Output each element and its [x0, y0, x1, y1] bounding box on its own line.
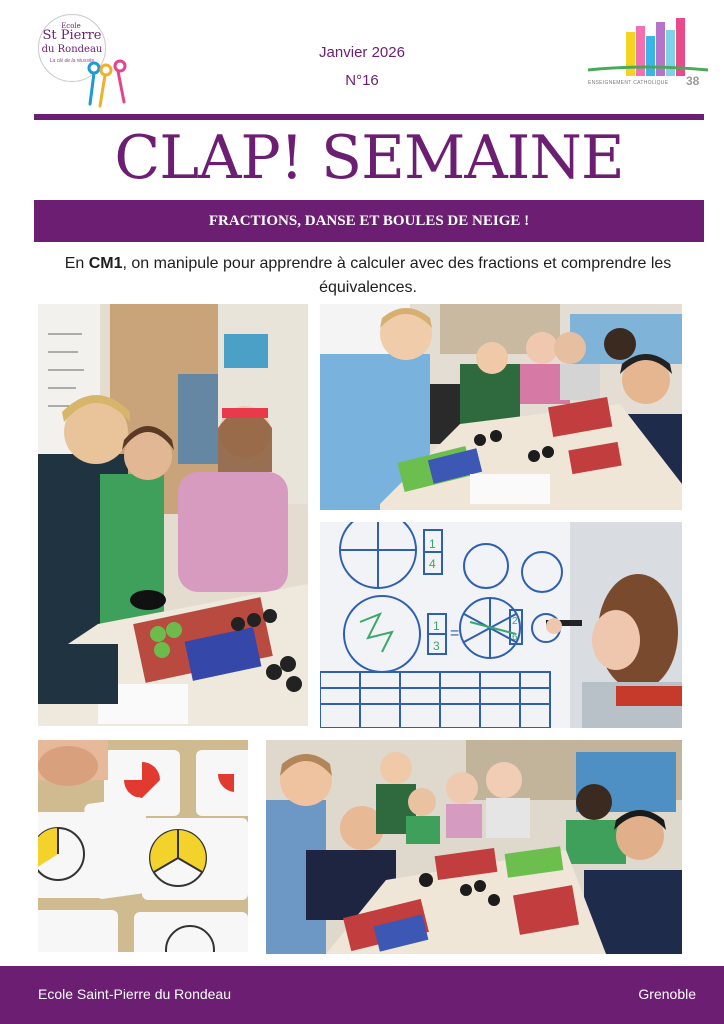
- school-logo-line3: du Rondeau: [41, 44, 103, 55]
- school-logo-line1: Ecole: [61, 22, 81, 30]
- photo-4-image: [38, 740, 248, 952]
- wb-equals: =: [450, 625, 460, 642]
- wb-frac-top-num: 1: [429, 537, 436, 551]
- section-banner: FRACTIONS, DANSE ET BOULES DE NEIGE !: [34, 200, 704, 242]
- network-logo: [584, 14, 710, 94]
- photo-3-image: [320, 522, 682, 728]
- photo-whiteboard-fractions: [320, 522, 682, 728]
- intro-text: [30, 252, 706, 300]
- school-logo-tagline: La clé de la réussite: [49, 58, 95, 64]
- school-logo-line2: St Pierre: [42, 28, 102, 43]
- school-logo-name: [40, 29, 104, 56]
- page-title: CLAP! SEMAINE: [114, 123, 624, 193]
- photo-fraction-cards: [38, 740, 248, 952]
- photo-group-tables: [320, 304, 682, 510]
- footer-bar: [0, 966, 724, 1024]
- photo-5-image: [266, 740, 682, 954]
- photo-2-image: [320, 304, 682, 510]
- intro-before: En: [64, 255, 89, 272]
- wb-frac-a-num: 1: [433, 619, 440, 633]
- title-rule-top: [34, 114, 704, 120]
- intro-highlight: CM1: [88, 255, 123, 272]
- school-logo: [38, 14, 138, 110]
- photo-class-smiling: [266, 740, 682, 954]
- photo-students-fractions: [38, 304, 308, 726]
- network-logo-bars-icon: [584, 14, 710, 78]
- intro-after: , on manipule pour apprendre à calculer avec des fractions et comprendre les équivalences.: [122, 255, 672, 296]
- issue-number: N°16: [345, 72, 379, 89]
- footer-school: Ecole Saint-Pierre du Rondeau: [38, 986, 232, 1002]
- keys-icon: [82, 58, 132, 110]
- network-logo-text: ENSEIGNEMENT CATHOLIQUE: [588, 80, 669, 86]
- wb-frac-b-den: 6: [512, 632, 518, 643]
- wb-frac-b-num: 2: [512, 616, 518, 627]
- photo-1-image: [38, 304, 308, 726]
- network-logo-number: 38: [686, 74, 700, 88]
- wb-frac-top-den: 4: [429, 557, 436, 571]
- issue-date: Janvier 2026: [319, 44, 405, 61]
- footer-city: Grenoble: [638, 986, 696, 1002]
- wb-frac-a-den: 3: [433, 639, 440, 653]
